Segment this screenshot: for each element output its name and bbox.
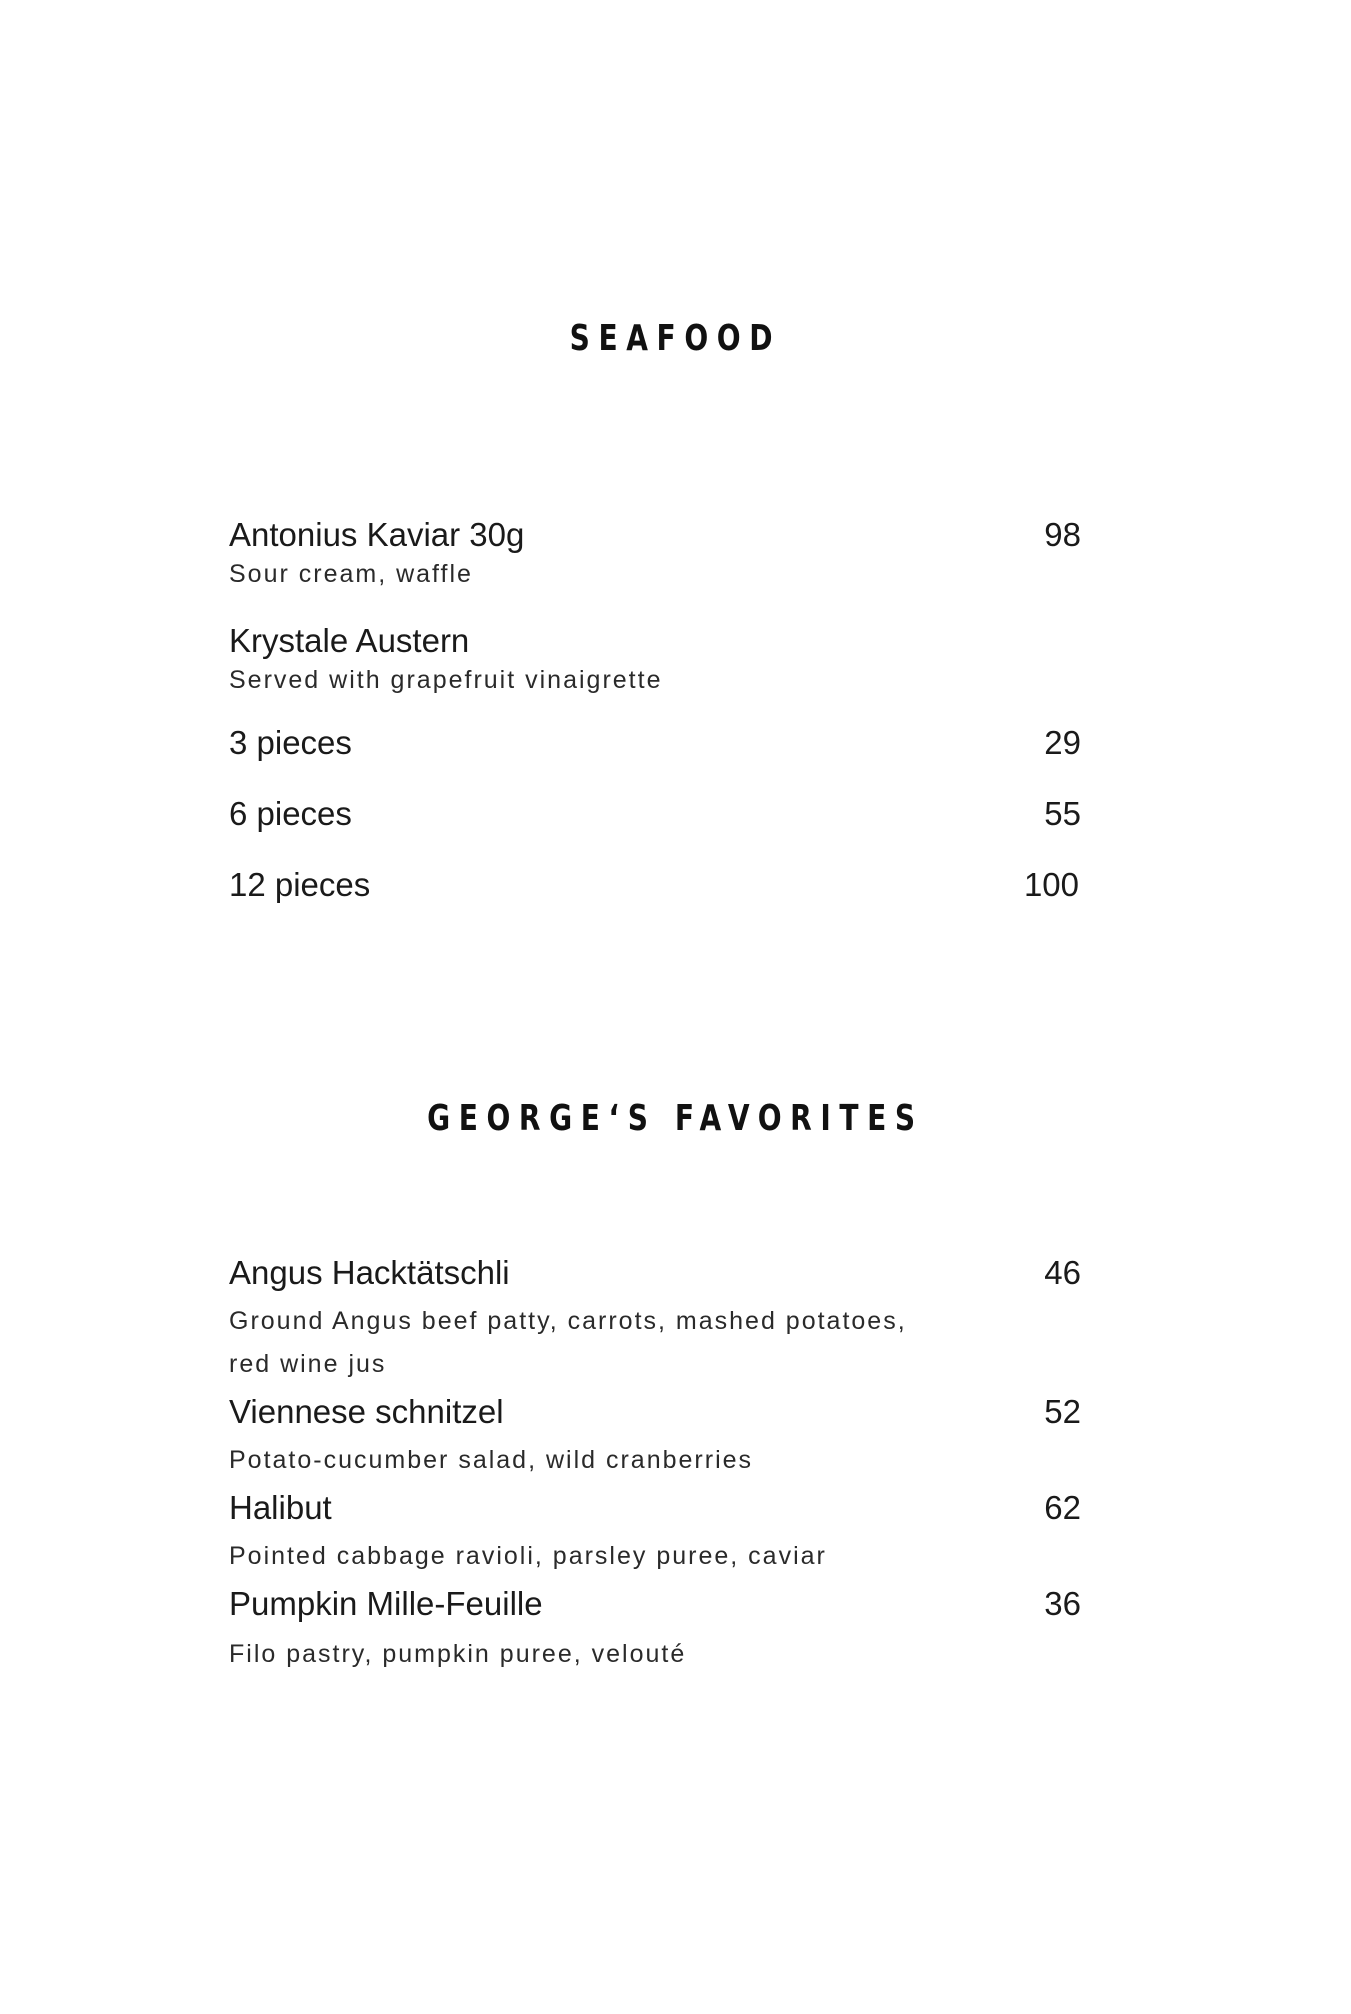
item-desc-viennese-schnitzel: Potato-cucumber salad, wild cranberries xyxy=(229,1446,754,1474)
price-12-pieces: 100 xyxy=(1023,866,1079,903)
seafood-heading: SEAFOOD xyxy=(569,318,782,359)
item-name-halibut: Halibut xyxy=(229,1489,332,1526)
item-name-krystale-austern: Krystale Austern xyxy=(229,622,470,659)
item-desc-antonius-kaviar: Sour cream, waffle xyxy=(229,560,473,588)
item-desc-pumpkin-mille-feuille: Filo pastry, pumpkin puree, velouté xyxy=(229,1640,687,1668)
price-6-pieces: 55 xyxy=(1044,795,1081,832)
item-name-6-pieces: 6 pieces xyxy=(229,795,352,832)
item-name-viennese-schnitzel: Viennese schnitzel xyxy=(229,1393,504,1430)
favorites-heading: GEORGE‘S FAVORITES xyxy=(427,1098,924,1139)
item-name-antonius-kaviar: Antonius Kaviar 30g xyxy=(229,516,525,553)
item-name-pumpkin-mille-feuille: Pumpkin Mille-Feuille xyxy=(229,1585,543,1622)
price-viennese-schnitzel: 52 xyxy=(1044,1393,1081,1430)
item-name-angus-hacktatschli: Angus Hacktätschli xyxy=(229,1254,510,1291)
price-pumpkin-mille-feuille: 36 xyxy=(1044,1585,1081,1622)
item-desc-angus-hacktatschli-line2: red wine jus xyxy=(229,1350,387,1378)
item-desc-angus-hacktatschli-line1: Ground Angus beef patty, carrots, mashed potatoes, xyxy=(229,1307,907,1335)
item-desc-krystale-austern: Served with grapefruit vinaigrette xyxy=(229,666,663,694)
price-halibut: 62 xyxy=(1044,1489,1081,1526)
item-name-3-pieces: 3 pieces xyxy=(229,724,352,761)
item-name-12-pieces: 12 pieces xyxy=(229,866,371,903)
price-angus-hacktatschli: 46 xyxy=(1044,1254,1081,1291)
item-desc-halibut: Pointed cabbage ravioli, parsley puree, caviar xyxy=(229,1542,827,1570)
price-3-pieces: 29 xyxy=(1044,724,1081,761)
price-antonius-kaviar: 98 xyxy=(1044,516,1081,553)
